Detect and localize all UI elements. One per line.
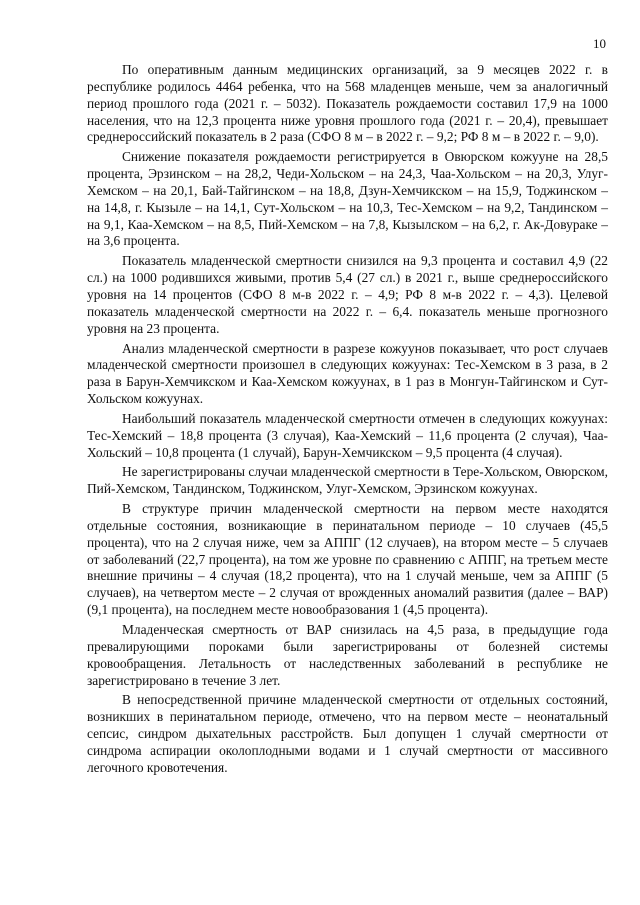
paragraph-congenital-anomalies: Младенческая смертность от ВАР снизилась на 4,5 раза, в предыдущие года превалирующими пороками были зарегистрированы от болезней системы кровообращения. Летальность от наследственных заболеваний в республике не зарегистрировано в течение 3 лет. bbox=[87, 622, 608, 688]
paragraph-no-cases: Не зарегистрированы случаи младенческой смертности в Тере-Хольском, Овюрском, Пий-Хемском, Тандинском, Тоджинском, Улуг-Хемском, Эрзинском кожуунах. bbox=[87, 464, 608, 497]
document-body bbox=[87, 62, 608, 780]
paragraph-infant-mortality: Показатель младенческой смертности снизился на 9,3 процента и составил 4,9 (22 сл.) на 1000 родившихся живыми, против 5,4 (27 сл.) в 2021 г., выше среднероссийского уровня на 14 процентов (СФО 8 м-в 2022 г. – 4,9; РФ 8 м-в 2022 г. – 4,3). Целевой показатель младенческой смертности на 2022 г. – 6,4. показатель меньше прогнозного уровня на 23 процента. bbox=[87, 253, 608, 336]
paragraph-district-analysis: Анализ младенческой смертности в разрезе кожуунов показывает, что рост случаев младенческой смертности произошел в следующих кожуунах: Тес-Хемском в 3 раза, в 2 раза в Барун-Хемчикском и Каа-Хемском кожуунах, в 1 раз в Монгун-Тайгинском и Сут-Хольском кожуунах. bbox=[87, 340, 608, 407]
paragraph-highest-rates: Наибольший показатель младенческой смертности отмечен в следующих кожуунах: Тес-Хемский – 18,8 процента (3 случая), Каа-Хемский – 11,6 процента (2 случая), Чаа-Хольский – 10,8 процента (1 случай), Барун-Хемчикском – 9,5 процента (4 случая). bbox=[87, 410, 608, 460]
paragraph-causes-structure: В структуре причин младенческой смертности на первом месте находятся отдельные состояния, возникающие в перинатальном периоде – 10 случаев (45,5 процента), что на 2 случая ниже, чем за АППГ (12 случаев), на втором месте – 5 случаев от заболеваний (22,7 процента), на том же уровне по сравнению с АППГ, на третьем месте внешние причины – 4 случая (18,2 процента), что на 1 случай меньше, чем за АППГ (5 случаев), на четвертом месте – 2 случая от врожденных аномалий развития (далее – ВАР) (9,1 процента), на последнем месте новообразования 1 (4,5 процента). bbox=[87, 501, 608, 618]
paragraph-birth-rate: По оперативным данным медицинских организаций, за 9 месяцев 2022 г. в республике родилось 4464 ребенка, что на 568 младенцев меньше, чем за аналогичный период прошлого года (2021 г. – 5032). Показатель рождаемости составил 17,9 на 1000 населения, что на 12,3 процента ниже уровня прошлого года (2021 г. – 20,4), превышает среднероссийский показатель в 2 раза (СФО 8 м – в 2022 г. – 9,2; РФ 8 м – в 2022 г. – 9,0). bbox=[87, 62, 608, 145]
paragraph-perinatal-causes: В непосредственной причине младенческой смертности от отдельных состояний, возникших в перинатальном периоде, отмечено, что на первом месте – неонатальный сепсис, синдром дыхательных расстройств. Был допущен 1 случай смертности от синдрома аспирации околоплодными водами и 1 случай смертности от массивного легочного кровотечения. bbox=[87, 692, 608, 775]
page-number: 10 bbox=[593, 36, 606, 51]
paragraph-birth-rate-decline: Снижение показателя рождаемости регистрируется в Овюрском кожууне на 28,5 процента, Эрзинском – на 28,2, Чеди-Хольском – на 24,3, Чаа-Хольском – на 20,3, Улуг-Хемском – на 20,1, Бай-Тайгинском – на 18,8, Дзун-Хемчикском – на 15,9, Тоджинском – на 14,8, г. Кызыле – на 14,1, Сут-Хольском – на 10,3, Тес-Хемском – на 9,2, Тандинском – на 9,1, Каа-Хемском – на 8,5, Пий-Хемском – на 7,8, Кызылском – на 6,2, г. Ак-Довураке – на 3,6 процента. bbox=[87, 149, 608, 249]
